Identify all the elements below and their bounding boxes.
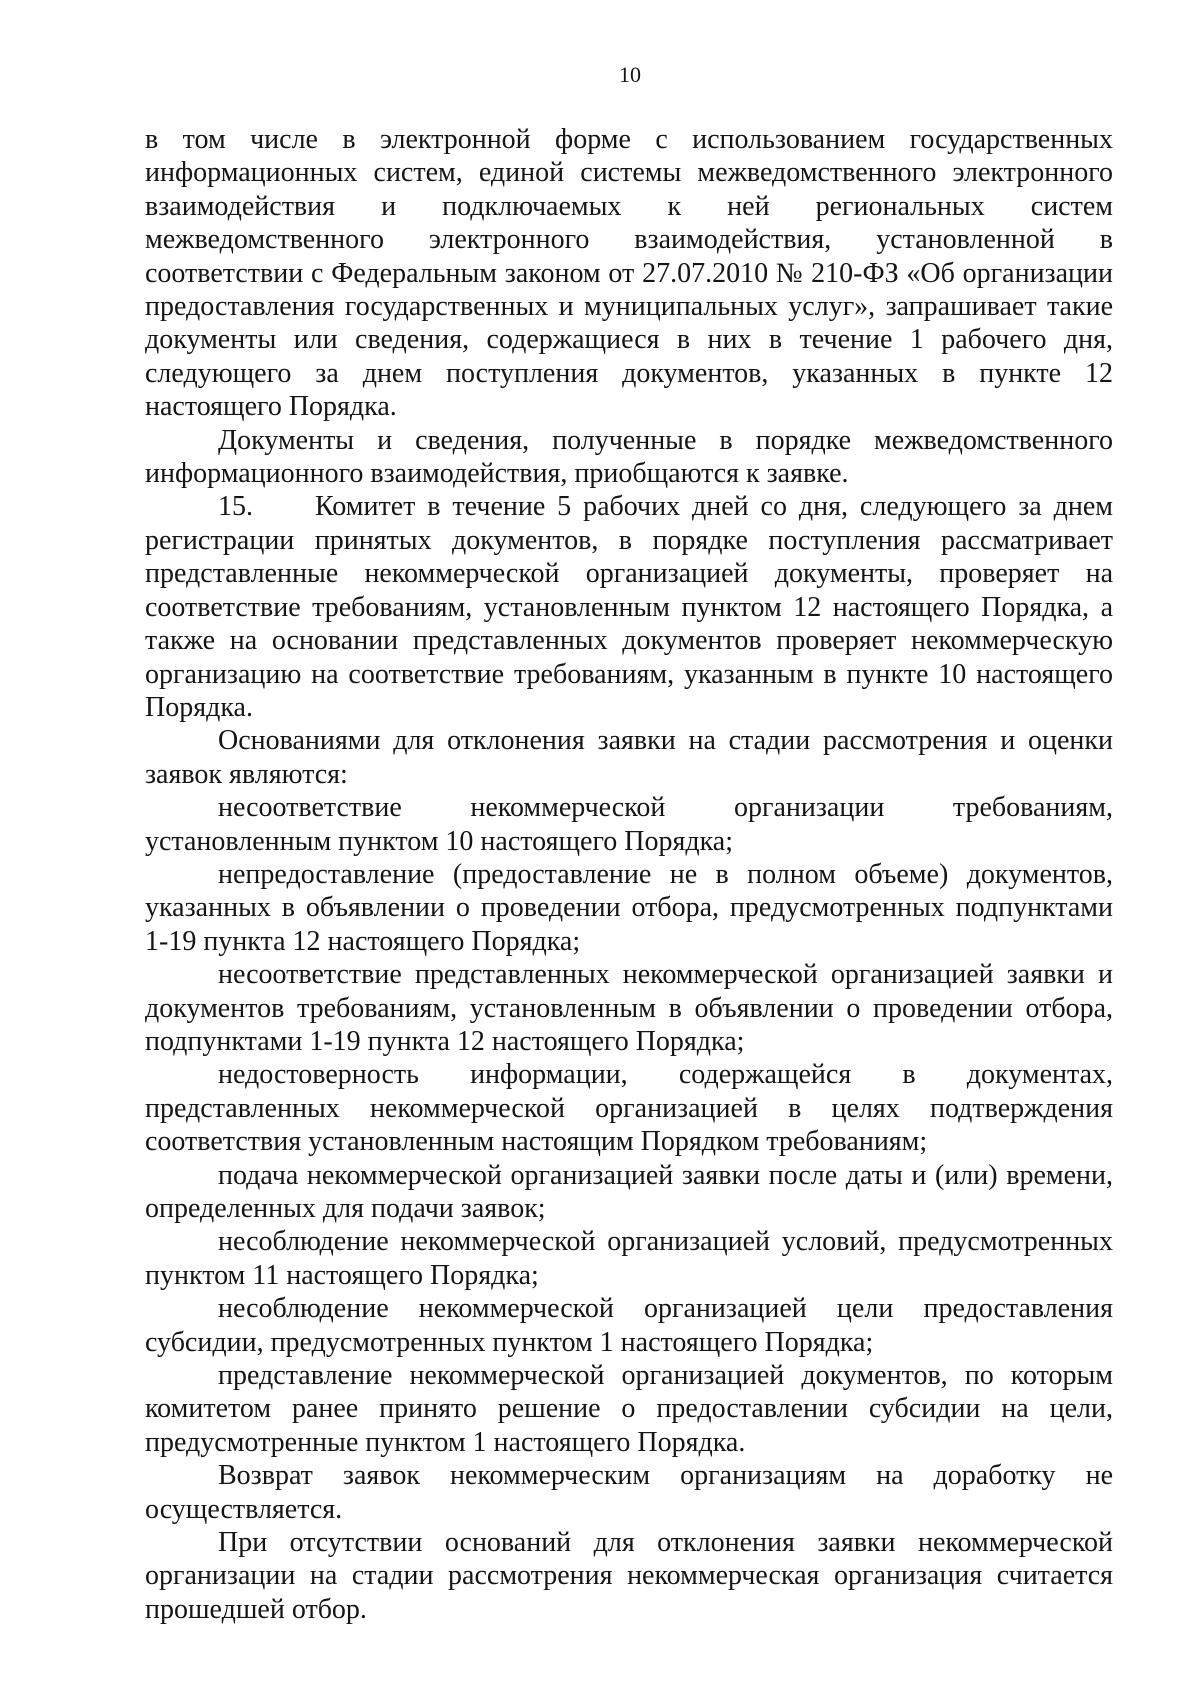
paragraph-text: Основаниями для отклонения заявки на стадии рассмотрения и оценки заявок являются: bbox=[145, 725, 1113, 790]
paragraph-continuation bbox=[145, 123, 1113, 424]
list-item-ground-2 bbox=[145, 858, 1113, 958]
paragraph-no-return bbox=[145, 1459, 1113, 1526]
paragraph-rejection-grounds-intro bbox=[145, 724, 1113, 791]
paragraph-point-15 bbox=[145, 490, 1113, 724]
paragraph-text: несоответствие представленных некоммерческой организацией заявки и документов требованиям, установленным в объявлении о проведении отбора, подпунктами 1-19 пункта 12 настоящего Порядка; bbox=[145, 959, 1113, 1057]
paragraph-text: непредоставление (предоставление не в полном объеме) документов, указанных в объявлении о проведении отбора, предусмотренных подпунктами 1-19 пункта 12 настоящего Порядка; bbox=[145, 858, 1113, 957]
list-item-ground-7 bbox=[145, 1292, 1113, 1359]
paragraph-text: При отсутствии оснований для отклонения заявки некоммерческой организации на стадии рассмотрения некоммерческая организация считается прошедшей отбор. bbox=[145, 1527, 1113, 1625]
paragraph-text: недостоверность информации, содержащейся в документах, представленных некоммерческой организацией в целях подтверждения соответствия установленным настоящим Порядком требованиям; bbox=[145, 1059, 1113, 1158]
paragraph-text: подача некоммерческой организацией заявки после даты и (или) времени, определенных для подачи заявок; bbox=[145, 1159, 1113, 1224]
paragraph-text: несоблюдение некоммерческой организацией условий, предусмотренных пунктом 11 настоящего Порядка; bbox=[145, 1226, 1113, 1291]
list-item-ground-1 bbox=[145, 791, 1113, 858]
list-item-ground-4 bbox=[145, 1058, 1113, 1158]
paragraph-passed-selection bbox=[145, 1526, 1113, 1626]
paragraph-text: Возврат заявок некоммерческим организациям на доработку не осуществляется. bbox=[145, 1460, 1113, 1525]
list-item-ground-3 bbox=[145, 958, 1113, 1058]
paragraph-text: представление некоммерческой организацией документов, по которым комитетом ранее принято решение о предоставлении субсидии на цели, предусмотренные пунктом 1 настоящего Порядка. bbox=[145, 1360, 1113, 1458]
list-item-ground-5 bbox=[145, 1159, 1113, 1226]
list-item-ground-6 bbox=[145, 1225, 1113, 1292]
page-number: 10 bbox=[619, 62, 641, 87]
paragraph-text: Документы и сведения, полученные в порядке межведомственного информационного взаимодействия, приобщаются к заявке. bbox=[145, 424, 1113, 490]
paragraph-text: Комитет в течение 5 рабочих дней со дня, следующего за днем регистрации принятых документов, в порядке поступления рассматривает представленные некоммерческой организацией документы, проверяет на соответствие требованиям, установленным пунктом 12 настоящего Порядка, а также на основании представленных документов проверяет некоммерческую организацию на соответствие требованиям, указанным в пункте 10 настоящего Порядка. bbox=[145, 491, 1113, 723]
point-number: 15. bbox=[218, 491, 253, 523]
paragraph-text: несоответствие некоммерческой организации требованиям, установленным пунктом 10 настоящего Порядка; bbox=[145, 792, 1113, 857]
paragraph-text: несоблюдение некоммерческой организацией цели предоставления субсидии, предусмотренных пунктом 1 настоящего Порядка; bbox=[145, 1293, 1113, 1358]
paragraph-documents-attached bbox=[145, 424, 1113, 491]
list-item-ground-8 bbox=[145, 1359, 1113, 1459]
paragraph-text: в том числе в электронной форме с использованием государственных информационных систем, единой системы межведомственного электронного взаимодействия и подключаемых к ней региональных систем межведомственного электронного взаимодействия, установленной в соответствии с Федеральным законом от 27.07.2010 № 210-ФЗ «Об организации предоставления государственных и муниципальных услуг», запрашивает такие документы или сведения, содержащиеся в них в течение 1 рабочего дня, следующего за днем поступления документов, указанных в пункте 12 настоящего Порядка. bbox=[145, 124, 1113, 423]
document-body bbox=[145, 123, 1113, 1626]
